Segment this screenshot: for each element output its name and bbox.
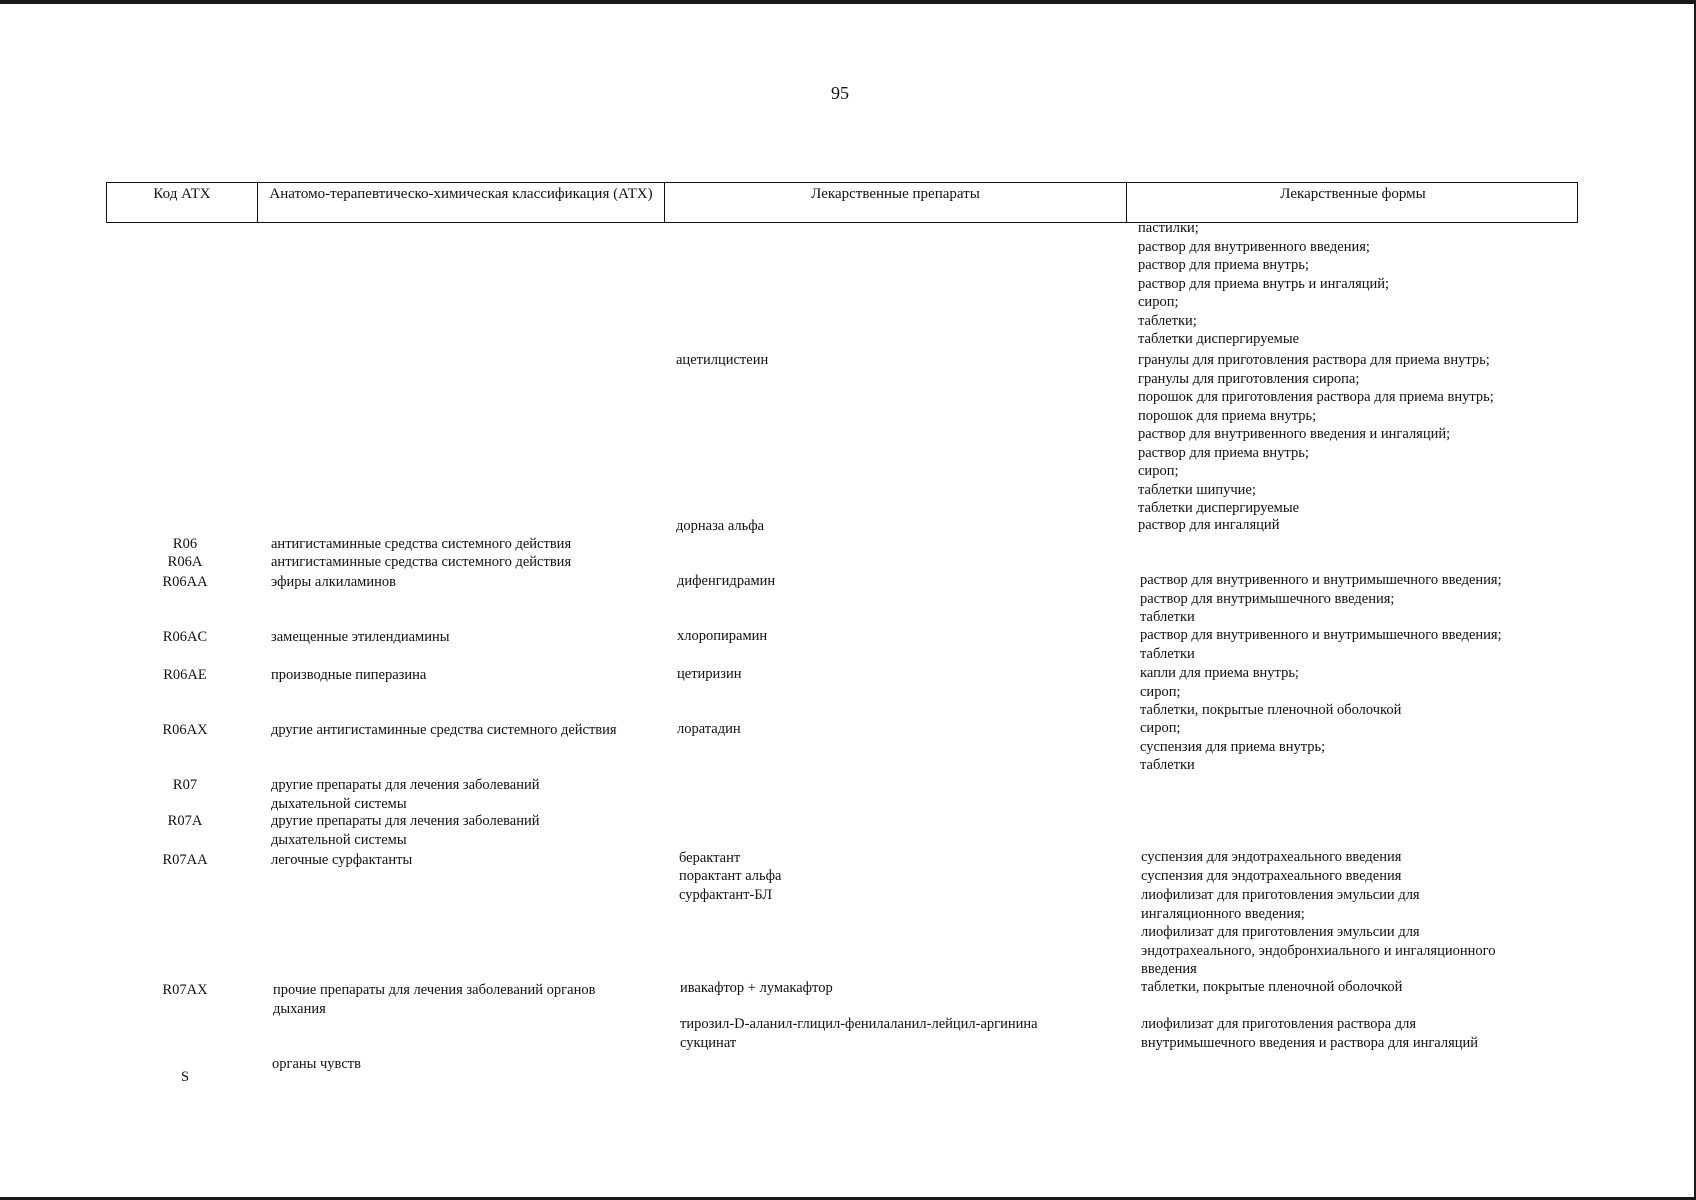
atc-name: эфиры алкиламинов (271, 574, 396, 590)
drug-name (680, 1015, 1038, 1052)
form-line: введения (1141, 961, 1197, 977)
atc-name: замещенные этилендиамины (271, 629, 450, 645)
drug-name: цетиризин (677, 666, 742, 682)
drug-name: порактант альфа (679, 868, 782, 884)
form-line: сироп; (1140, 720, 1181, 736)
form-line: капли для приема внутрь; (1140, 665, 1299, 681)
header-forms: Лекарственные формы (1280, 186, 1426, 202)
page-number: 95 (831, 83, 849, 103)
header-classification: Анатомо-терапевтическо-химическая классификация (АТХ) (258, 183, 665, 222)
atc-code: R06AC (162, 629, 208, 645)
form-line: сироп; (1138, 294, 1179, 310)
form-line: раствор для приема внутрь и ингаляций; (1138, 275, 1390, 292)
drug-name: хлоропирамин (677, 628, 768, 644)
header-drugs: Лекарственные препараты (665, 183, 1127, 222)
drug-name-line: тирозил-D-аланил-глицил-фенилаланил-лейцил-аргинина (680, 1016, 1038, 1032)
forms-cell (1140, 626, 1502, 663)
atc-name (271, 812, 540, 849)
atc-name: органы чувств (272, 1056, 361, 1072)
atc-name: производные пиперазина (271, 667, 427, 683)
atc-name (273, 981, 595, 1018)
atc-code: R06 (172, 536, 198, 552)
atc-code: R07A (167, 813, 203, 829)
forms-cell (1141, 1015, 1478, 1052)
forms-cell (1138, 351, 1494, 518)
scan-edge-top (0, 0, 1696, 4)
atc-name: антигистаминные средства системного действия (271, 554, 572, 570)
drug-name: лоратадин (677, 721, 741, 737)
atc-code: R07 (172, 777, 198, 793)
header-code: Код АТХ (107, 183, 258, 222)
form-line: сироп; (1140, 683, 1181, 700)
atc-code: R06AE (163, 667, 207, 683)
form-line: эндотрахеального, эндобронхиального и ингаляционного (1141, 942, 1496, 959)
drug-name: дорназа альфа (676, 518, 765, 534)
form-line: пастилки; (1138, 220, 1199, 236)
table-header (106, 182, 1578, 223)
form-line: таблетки диспергируемые (1138, 331, 1300, 347)
atc-name (271, 776, 540, 813)
atc-code: S (180, 1069, 190, 1085)
form-line: суспензия для эндотрахеального введения (1141, 849, 1402, 865)
drug-name: ацетилцистеин (676, 352, 769, 368)
atc-name: легочные сурфактанты (271, 852, 413, 868)
form-line: гранулы для приготовления раствора для приема внутрь; (1138, 352, 1490, 368)
atc-name: другие антигистаминные средства системного действия (271, 722, 617, 738)
drug-name-line: сукцинат (680, 1034, 737, 1051)
form-line: раствор для внутривенного и внутримышечного введения; (1140, 572, 1502, 588)
form-line: таблетки (1140, 645, 1195, 662)
atc-name-line: дыхательной системы (271, 831, 407, 848)
form-line: лиофилизат для приготовления раствора для (1141, 1016, 1417, 1032)
form-line: раствор для внутривенного введения и ингаляций; (1138, 426, 1451, 442)
form-line: лиофилизат для приготовления эмульсии для (1141, 887, 1420, 903)
form-line: таблетки диспергируемые (1138, 500, 1300, 516)
form-line: раствор для внутривенного введения; (1138, 238, 1370, 255)
drug-name: дифенгидрамин (677, 573, 776, 589)
form-line: таблетки; (1138, 312, 1197, 329)
drug-name: берактант (679, 850, 741, 866)
forms-cell (1140, 571, 1502, 627)
form-line: порошок для приготовления раствора для приема внутрь; (1138, 389, 1494, 405)
form-line: раствор для внутривенного и внутримышечного введения; (1140, 627, 1502, 643)
forms-cell (1138, 219, 1389, 349)
form-line: таблетки, покрытые пленочной оболочкой (1141, 979, 1403, 995)
form-line: ингаляционного введения; (1141, 905, 1305, 922)
atc-name-line: другие препараты для лечения заболеваний (271, 813, 540, 829)
form-line: таблетки шипучие; (1138, 481, 1256, 498)
drug-name: сурфактант-БЛ (679, 887, 773, 903)
atc-name: антигистаминные средства системного действия (271, 536, 572, 552)
form-line: лиофилизат для приготовления эмульсии для (1141, 924, 1420, 940)
atc-name-line: дыхательной системы (271, 795, 407, 812)
form-line: раствор для внутримышечного введения; (1140, 590, 1395, 607)
drug-name: ивакафтор + лумакафтор (680, 980, 833, 996)
form-line: таблетки (1140, 757, 1195, 773)
form-line: внутримышечного введения и раствора для ингаляций (1141, 1034, 1479, 1051)
form-line: раствор для ингаляций (1138, 517, 1280, 533)
forms-cell (1140, 719, 1325, 775)
atc-code: R07AX (162, 982, 208, 998)
form-line: раствор для приема внутрь; (1138, 257, 1309, 273)
atc-name-line: прочие препараты для лечения заболеваний органов (273, 982, 596, 998)
form-line: порошок для приема внутрь; (1138, 407, 1317, 424)
form-line: суспензия для приема внутрь; (1140, 738, 1326, 755)
atc-code: R06A (167, 554, 203, 570)
forms-cell (1140, 664, 1401, 720)
form-line: гранулы для приготовления сиропа; (1138, 370, 1360, 387)
atc-name-line: дыхания (273, 1000, 326, 1017)
form-line: суспензия для эндотрахеального введения (1141, 868, 1402, 884)
form-line: сироп; (1138, 463, 1179, 479)
form-line: раствор для приема внутрь; (1138, 444, 1309, 461)
atc-code: R07AA (162, 852, 208, 868)
form-line: таблетки (1140, 609, 1195, 625)
atc-name-line: другие препараты для лечения заболеваний (271, 777, 540, 793)
form-line: таблетки, покрытые пленочной оболочкой (1140, 702, 1402, 718)
forms-cell (1141, 886, 1495, 979)
atc-code: R06AA (162, 574, 208, 590)
atc-code: R06AX (162, 722, 208, 738)
